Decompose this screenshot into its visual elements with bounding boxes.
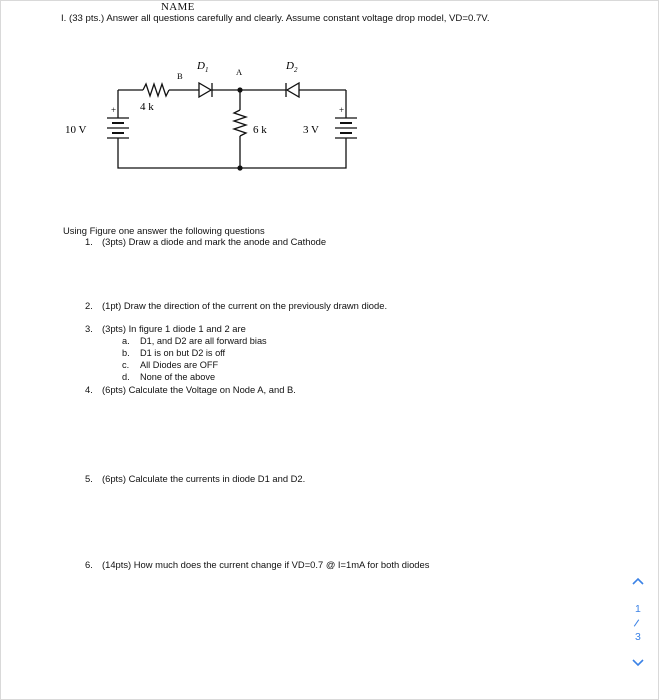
page-navigator bbox=[625, 572, 655, 672]
q2-text: (1pt) Draw the direction of the current on the previously drawn diode. bbox=[102, 300, 388, 311]
resistor-6k bbox=[234, 110, 246, 136]
q3-option-a: D1, and D2 are all forward bias bbox=[140, 336, 267, 346]
q3-option-c-letter: c. bbox=[122, 360, 130, 370]
q1-number: 1. bbox=[85, 236, 93, 247]
diode-2-symbol bbox=[287, 83, 299, 97]
q3-option-a-letter: a. bbox=[122, 336, 130, 346]
q1-text: (3pts) Draw a diode and mark the anode and Cathode bbox=[102, 236, 327, 247]
intro-text: I. (33 pts.) Answer all questions carefully and clearly. Assume constant voltage drop model, VD=0.7V. bbox=[61, 13, 490, 24]
q4-text: (6pts) Calculate the Voltage on Node A, and B. bbox=[102, 384, 296, 395]
label-d1-sub: 1 bbox=[205, 66, 209, 74]
q3-text: (3pts) In figure 1 diode 1 and 2 are bbox=[102, 323, 246, 334]
q6-number: 6. bbox=[85, 559, 93, 570]
q5-number: 5. bbox=[85, 473, 93, 484]
circuit-figure bbox=[56, 52, 376, 192]
label-d1: D bbox=[197, 60, 205, 72]
label-4k: 4 k bbox=[140, 101, 154, 113]
q3-option-b-letter: b. bbox=[122, 348, 130, 358]
label-node-b: B bbox=[177, 71, 183, 81]
label-node-a: A bbox=[236, 67, 243, 77]
label-plus-3v: + bbox=[339, 105, 345, 115]
node-bottom-dot bbox=[237, 165, 242, 170]
q3-number: 3. bbox=[85, 323, 93, 334]
label-6k: 6 k bbox=[253, 124, 267, 136]
label-d2-sub: 2 bbox=[294, 66, 298, 74]
battery-10v bbox=[107, 118, 129, 142]
current-page: 1 bbox=[635, 603, 641, 615]
wire-bottom bbox=[118, 142, 346, 168]
q2-number: 2. bbox=[85, 300, 93, 311]
q3-option-d-letter: d. bbox=[122, 372, 130, 382]
total-pages: 3 bbox=[635, 631, 641, 643]
diode-1-symbol bbox=[199, 83, 211, 97]
q6-text: (14pts) How much does the current change if VD=0.7 @ I=1mA for both diodes bbox=[102, 559, 430, 570]
q3-option-d: None of the above bbox=[140, 372, 216, 382]
name-label: NAME bbox=[161, 1, 195, 13]
q3-option-c: All Diodes are OFF bbox=[140, 360, 219, 370]
q4-number: 4. bbox=[85, 384, 93, 395]
label-10v: 10 V bbox=[65, 124, 87, 136]
page-separator bbox=[634, 619, 639, 626]
q5-text: (6pts) Calculate the currents in diode D1 and D2. bbox=[102, 473, 306, 484]
node-a-dot bbox=[237, 87, 242, 92]
label-plus-10v: + bbox=[111, 105, 117, 115]
battery-3v bbox=[335, 118, 357, 142]
chevron-down-icon[interactable] bbox=[631, 658, 645, 668]
questions-lead: Using Figure one answer the following questions bbox=[63, 225, 265, 236]
resistor-4k bbox=[143, 84, 169, 96]
chevron-up-icon[interactable] bbox=[631, 576, 645, 586]
label-d2: D bbox=[286, 60, 294, 72]
q3-option-b: D1 is on but D2 is off bbox=[140, 348, 226, 358]
label-3v: 3 V bbox=[303, 124, 319, 136]
